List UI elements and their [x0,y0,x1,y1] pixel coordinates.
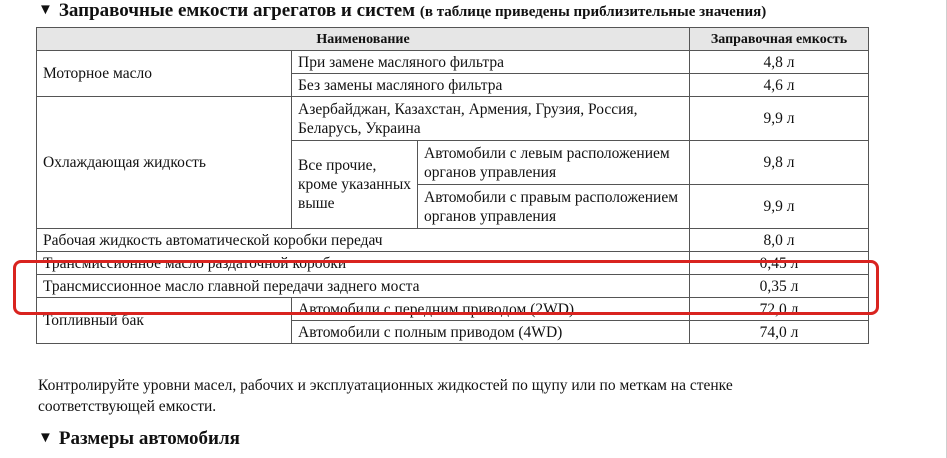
coolant-others: Все прочие, кроме указанных выше [292,141,418,229]
coolant-rhd: Автомобили с правым расположением органов управления [418,185,690,229]
triangle-down-icon: ▼ [38,430,53,446]
section-title-text: Размеры автомобиля [58,428,240,449]
coolant-label: Охлаждающая жидкость [37,97,292,229]
engine-oil-label: Моторное масло [37,51,292,97]
coolant-countries: Азербайджан, Казахстан, Армения, Грузия, Россия, Беларусь, Украина [292,97,690,141]
coolant-lhd: Автомобили с левым расположением органов управления [418,141,690,185]
engine-oil-desc-1: При замене масляного фильтра [292,51,690,74]
fuel-desc-1: Автомобили с передним приводом (2WD) [292,298,690,321]
rear-diff-label: Трансмиссионное масло главной передачи заднего моста [37,275,690,298]
coolant-rhd-value: 9,9 л [690,185,869,229]
atf-value: 8,0 л [690,229,869,252]
table-row [37,97,869,141]
header-capacity: Заправочная емкость [690,28,869,51]
engine-oil-value-2: 4,6 л [690,74,869,97]
transfer-value: 0,45 л [690,252,869,275]
table-row [37,51,869,74]
table-header-row [37,28,869,51]
triangle-down-icon: ▼ [38,2,53,18]
fuel-value-2: 74,0 л [690,321,869,344]
section-title-dimensions [38,428,240,451]
header-name: Наименование [37,28,690,51]
table-row [37,229,869,252]
fuel-desc-2: Автомобили с полным приводом (4WD) [292,321,690,344]
transfer-label: Трансмиссионное масло раздаточной коробки [37,252,690,275]
fuel-label: Топливный бак [37,298,292,344]
coolant-countries-value: 9,9 л [690,97,869,141]
footnote: Контролируйте уровни масел, рабочих и эксплуатационных жидкостей по щупу или по меткам на стенке соответствующей емкости. [38,377,733,415]
section-title-capacities [38,0,766,22]
highlight-box [13,260,879,315]
fuel-value-1: 72,0 л [690,298,869,321]
atf-label: Рабочая жидкость автоматической коробки передач [37,229,690,252]
coolant-lhd-value: 9,8 л [690,141,869,185]
section-title-text: Заправочные емкости агрегатов и систем [58,0,416,21]
engine-oil-value-1: 4,8 л [690,51,869,74]
rear-diff-value: 0,35 л [690,275,869,298]
engine-oil-desc-2: Без замены масляного фильтра [292,74,690,97]
section-title-note: (в таблице приведены приблизительные значения) [419,4,767,20]
